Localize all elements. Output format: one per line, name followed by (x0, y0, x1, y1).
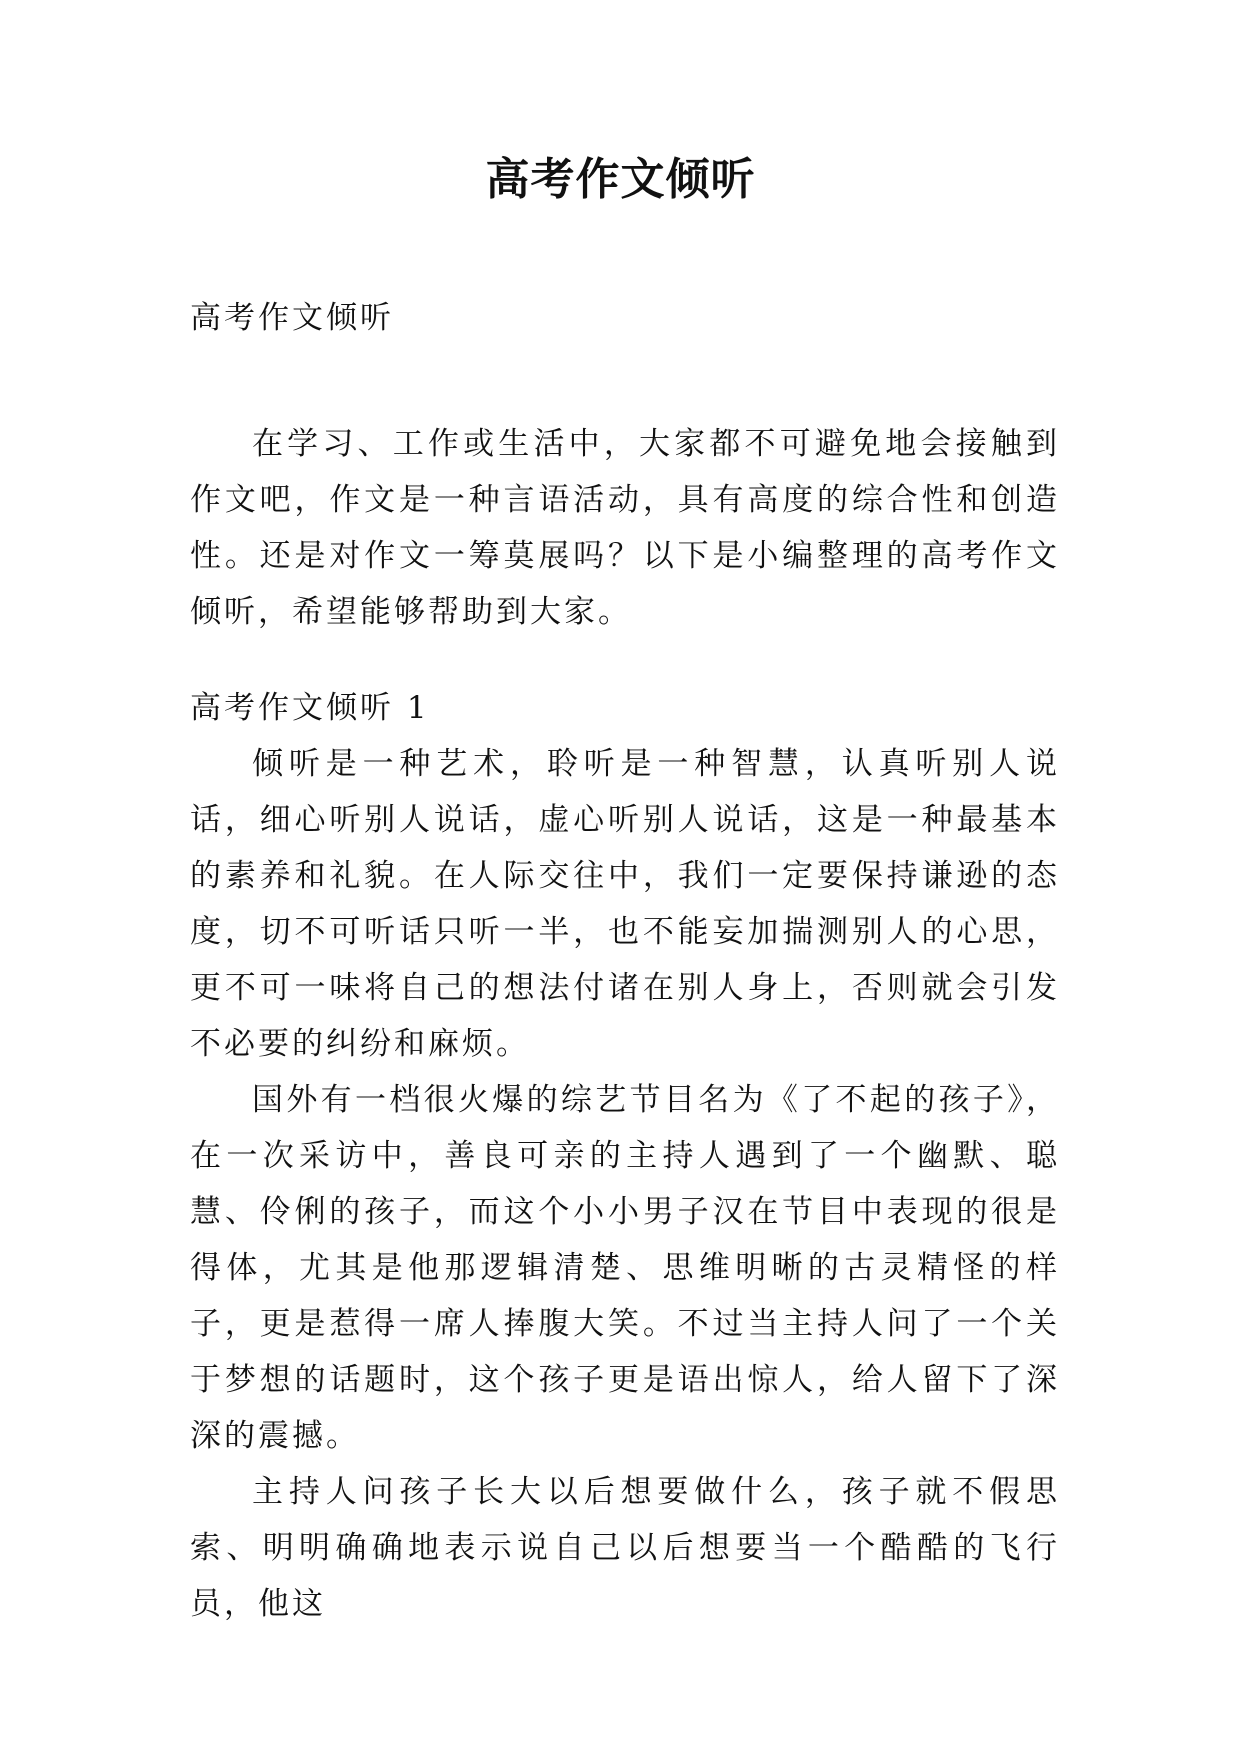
section1-paragraph-3: 主持人问孩子长大以后想要做什么，孩子就不假思索、明明确确地表示说自己以后想要当一个酷酷的飞行员，他这 (190, 1474, 1060, 1622)
section1-paragraph-2: 国外有一档很火爆的综艺节目名为《了不起的孩子》，在一次采访中，善良可亲的主持人遇到了一个幽默、聪慧、伶俐的孩子，而这个小小男子汉在节目中表现的很是得体，尤其是他那逻辑清楚、思维明晰的古灵精怪的样子，更是惹得一席人捧腹大笑。不过当主持人问了一个关于梦想的话题时，这个孩子更是语出惊人，给人留下了深深的震撼。 (190, 1082, 1060, 1454)
section1-paragraph-1: 倾听是一种艺术，聆听是一种智慧，认真听别人说话，细心听别人说话，虚心听别人说话，这是一种最基本的素养和礼貌。在人际交往中，我们一定要保持谦逊的态度，切不可听话只听一半，也不能妄加揣测别人的心思，更不可一味将自己的想法付诸在别人身上，否则就会引发不必要的纠纷和麻烦。 (190, 746, 1060, 1062)
intro-paragraph: 在学习、工作或生活中，大家都不可避免地会接触到作文吧，作文是一种言语活动，具有高度的综合性和创造性。还是对作文一筹莫展吗？以下是小编整理的高考作文倾听，希望能够帮助到大家。 (190, 426, 1060, 630)
document-subtitle: 高考作文倾听 (190, 300, 394, 336)
section-heading-1: 高考作文倾听 1 (190, 690, 430, 726)
document-body (190, 290, 1060, 1632)
document-title: 高考作文倾听 (485, 154, 756, 205)
